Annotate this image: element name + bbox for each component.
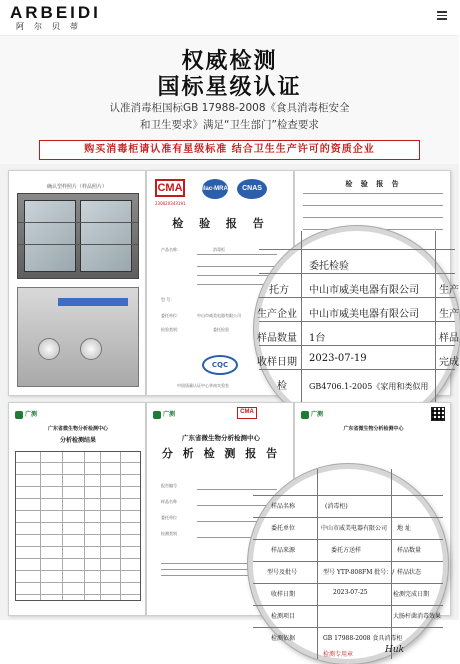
results-table	[15, 451, 141, 601]
ilac-mra-mark-icon: ilac-MRA	[202, 179, 228, 199]
lens1-row1-value: 中山市威美电器有限公司	[309, 285, 419, 296]
hero-description	[0, 100, 459, 134]
test-type-label: 检测类别	[161, 531, 177, 536]
issuer-name: 中国质量认证中心华南实验室	[177, 383, 229, 388]
lens1-row3-label: 样品数量	[257, 333, 297, 344]
model-label: 型 号：	[161, 297, 175, 302]
lens2-row1-right: 地 址	[397, 525, 411, 532]
lens1-row1-label: 托方	[269, 285, 289, 296]
red-notice-banner: 购买消毒柜请认准有星级标准 结合卫生生产许可的资质企业	[39, 140, 420, 160]
gdtest-logo: 广测	[301, 409, 323, 419]
cqc-mark-icon: CQC	[202, 355, 238, 375]
lens2-row4-value: 2023-07-25	[333, 589, 368, 596]
lens1-row5-value: GB4706.1-2005《家用和类似用	[309, 382, 429, 391]
type-label: 检验类别：	[161, 327, 181, 332]
report-number-label: 报告编号	[161, 483, 177, 488]
lens2-row3-right: 样品状态	[397, 569, 422, 576]
hero-description-line2: 和卫生要求》满足“卫生部门”检查要求	[140, 119, 319, 131]
certificate-collage	[0, 164, 459, 658]
lens1-row4-label: 收样日期	[257, 357, 297, 368]
report-title: 检 验 报 告	[172, 217, 270, 230]
lens1-row5-label: 检	[277, 381, 287, 392]
results-heading: 分析检测结果	[59, 437, 96, 444]
lens1-row2-right: 生产	[439, 309, 459, 320]
client-value: 中山市威美电器有限公司	[197, 313, 241, 318]
report-title: 检 验 报 告	[345, 180, 402, 188]
hero-description-line1: 认准消毒柜国标GB 17988-2008《食具消毒柜安全	[109, 102, 350, 114]
cabinet-panel-photo	[17, 287, 139, 387]
gdtest-logo: 广测	[153, 409, 175, 419]
logo-chinese: 阿尔贝蒂	[16, 22, 88, 31]
top-header	[0, 0, 459, 36]
lens2-row2-label: 样品来源	[271, 547, 296, 554]
client-label: 委托单位	[161, 515, 177, 520]
lens1-row4-right: 完成	[439, 357, 459, 368]
lab-name: 广东省微生物分析检测中心	[47, 426, 108, 432]
cma-mark-icon: CMA	[155, 179, 185, 197]
lens2-row6-label: 检测依据	[271, 635, 296, 642]
lens2-row3-value: 型号 YTP-808FM 批号：/	[323, 569, 395, 576]
lens2-row3-label: 型号及批号	[267, 569, 298, 576]
magnifier-lens-2	[248, 464, 448, 664]
logo-wordmark: ARBEIDI	[10, 3, 101, 22]
lens1-row1-right: 生产	[439, 285, 459, 296]
hamburger-menu-icon[interactable]	[433, 9, 451, 27]
lens1-row2-value: 中山市威美电器有限公司	[309, 309, 419, 320]
lens2-row4-right: 检测完成日期	[393, 591, 430, 598]
lens2-row4-label: 收样日期	[271, 591, 296, 598]
cma-mark-icon: CMA	[237, 407, 257, 419]
lens1-row0-value: 委托检验	[309, 261, 349, 272]
lens2-row5-right: 大肠杆菌消毒效果	[393, 613, 442, 620]
cabinet-photo	[17, 193, 139, 279]
lens2-signature: Huk	[385, 645, 405, 655]
sample-name-label: 样品名称	[161, 499, 177, 504]
lens2-row5-label: 检测项目	[271, 613, 296, 620]
lens1-row3-value: 1台	[309, 333, 326, 344]
qr-code-icon	[431, 407, 445, 421]
photo-caption: 确认型样照片（样品照片）	[46, 184, 107, 190]
client-label: 委托单位：	[161, 313, 181, 318]
type-value: 委托检验	[213, 327, 229, 332]
lens2-row0-label: 样品名称	[271, 503, 296, 510]
lens2-row1-value: 中山市威美电器有限公司	[321, 525, 388, 532]
lens2-row2-right: 样品数量	[397, 547, 422, 554]
lens2-stamp-text: 检测专用章	[323, 651, 354, 658]
test-results-page	[8, 402, 146, 616]
page-title: 权威检测	[181, 49, 278, 74]
cnas-mark-icon: CNAS	[237, 179, 267, 199]
brand-logo[interactable]	[10, 4, 130, 32]
lens1-row2-label: 生产企业	[257, 309, 297, 320]
lens1-row3-right: 样品	[439, 333, 459, 344]
report-title: 分 析 检 测 报 告	[161, 447, 281, 460]
product-value: 消毒柜	[213, 247, 225, 252]
report-code: 230020343191	[155, 201, 186, 206]
lab-name: 广东省微生物分析检测中心	[182, 434, 260, 442]
lens2-row6-value: GB 17988-2008 食具消毒柜	[323, 635, 403, 642]
lens1-row4-value: 2023-07-19	[309, 353, 367, 364]
lens2-row1-label: 委托单位	[271, 525, 296, 532]
hero-section	[0, 36, 459, 164]
gdtest-logo: 广测	[15, 409, 37, 419]
product-label: 产品名称：	[161, 247, 181, 252]
product-photo-page	[8, 170, 146, 396]
lens2-row2-value: 委托方送样	[331, 547, 362, 554]
page-subtitle: 国标星级认证	[157, 75, 302, 100]
lab-name: 广东省微生物分析检测中心	[343, 426, 404, 432]
lens2-row0-value: (消毒柜)	[325, 503, 348, 510]
